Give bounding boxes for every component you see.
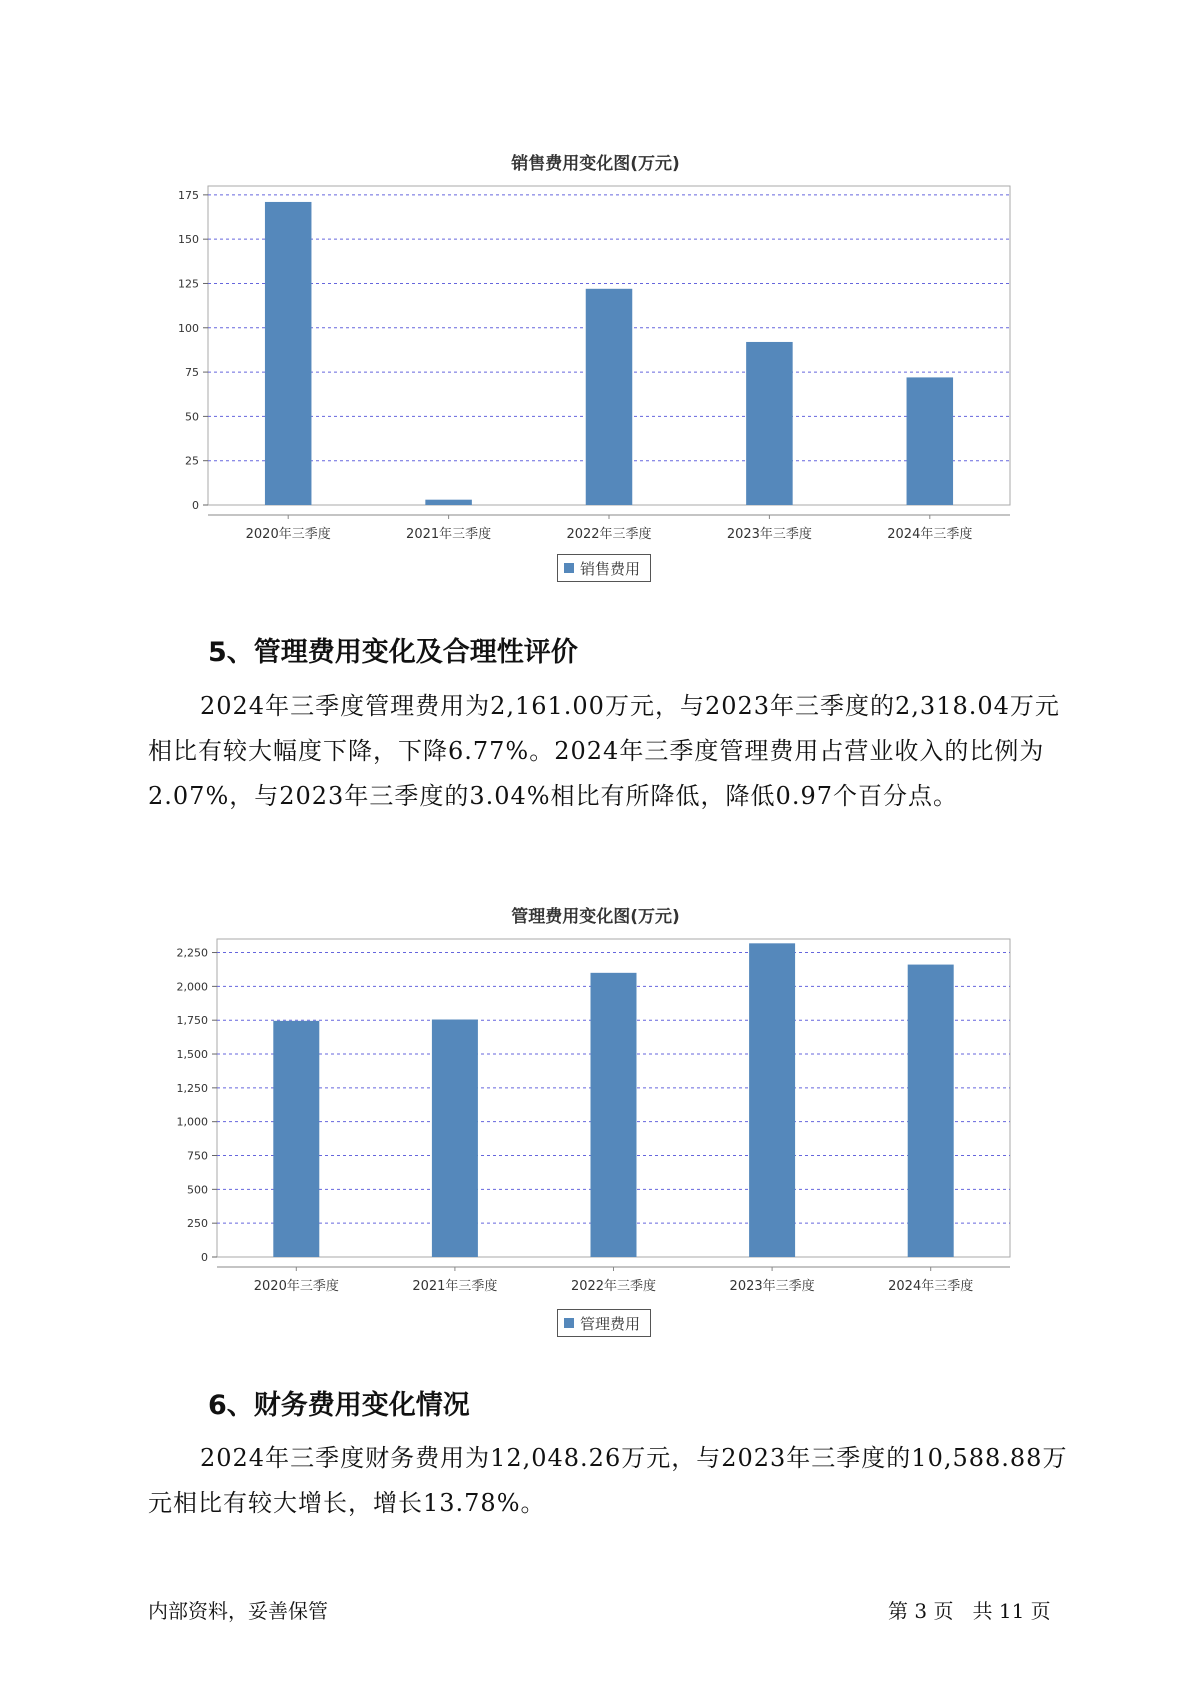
bar (586, 289, 633, 505)
y-tick-label: 1,000 (176, 1115, 208, 1129)
x-tick-label: 2022年三季度 (570, 1279, 657, 1294)
x-tick-label: 2020年三季度 (245, 527, 331, 542)
section-heading-finance-expense: 6、财务费用变化情况 (208, 1390, 470, 1421)
y-tick-label: 500 (187, 1183, 208, 1197)
bar (591, 973, 637, 1257)
bar (432, 1020, 478, 1257)
y-tick-label: 1,500 (176, 1048, 208, 1062)
y-tick-label: 250 (187, 1217, 208, 1231)
bar (273, 1021, 319, 1257)
legend-label: 管理费用 (580, 1314, 641, 1333)
chart-legend (557, 554, 651, 582)
y-tick-label: 50 (185, 410, 199, 424)
bar (265, 202, 312, 505)
bar (746, 342, 793, 505)
y-tick-label: 75 (185, 366, 199, 380)
y-tick-label: 2,250 (176, 946, 208, 960)
legend-swatch (564, 563, 574, 573)
x-tick-label: 2023年三季度 (729, 1279, 815, 1294)
chart-legend (557, 1309, 651, 1337)
section-paragraph-admin-expense (148, 684, 1068, 819)
x-tick-label: 2021年三季度 (412, 1279, 498, 1294)
sales-expense-chart (0, 140, 1191, 578)
y-tick-label: 1,750 (176, 1014, 208, 1028)
x-tick-label: 2021年三季度 (406, 527, 492, 542)
y-tick-label: 0 (192, 499, 199, 512)
y-tick-label: 25 (185, 454, 199, 468)
x-tick-label: 2020年三季度 (253, 1279, 339, 1294)
admin-expense-chart (0, 893, 1191, 1333)
x-tick-label: 2024年三季度 (888, 1279, 974, 1294)
bar (907, 377, 954, 505)
section-paragraph-finance-expense (148, 1436, 1068, 1526)
paragraph-text: 2024年三季度管理费用为2,161.00万元，与2023年三季度的2,318.04万元相比有较大幅度下降，下降6.77%。2024年三季度管理费用占营业收入的比例为2.07%，与2023年三季度的3.04%相比有所降低，降低0.97个百分点。 (148, 692, 1060, 810)
bar (425, 500, 472, 505)
section-heading-admin-expense: 5、管理费用变化及合理性评价 (208, 637, 578, 668)
legend-label: 销售费用 (580, 559, 641, 578)
y-tick-label: 750 (187, 1149, 208, 1163)
legend-swatch (564, 1318, 574, 1328)
y-tick-label: 100 (178, 321, 199, 335)
footer-left: 内部资料，妥善保管 (148, 1599, 328, 1623)
bar (908, 965, 954, 1257)
chart-plot (0, 933, 1191, 1313)
chart-title: 销售费用变化图(万元) (511, 154, 680, 174)
paragraph-text: 2024年三季度财务费用为12,048.26万元，与2023年三季度的10,588.88万元相比有较大增长，增长13.78%。 (148, 1444, 1068, 1517)
chart-title: 管理费用变化图(万元) (511, 907, 680, 927)
x-tick-label: 2023年三季度 (726, 527, 812, 542)
y-tick-label: 150 (178, 233, 199, 247)
chart-plot (0, 180, 1191, 560)
x-tick-label: 2024年三季度 (887, 527, 973, 542)
y-tick-label: 0 (201, 1251, 208, 1264)
y-tick-label: 125 (178, 277, 199, 291)
x-tick-label: 2022年三季度 (566, 527, 652, 542)
y-tick-label: 175 (178, 188, 199, 202)
y-tick-label: 1,250 (176, 1081, 208, 1095)
y-tick-label: 2,000 (176, 980, 208, 994)
footer-page-number: 第 3 页 共 11 页 (888, 1599, 1051, 1623)
bar (749, 943, 795, 1257)
